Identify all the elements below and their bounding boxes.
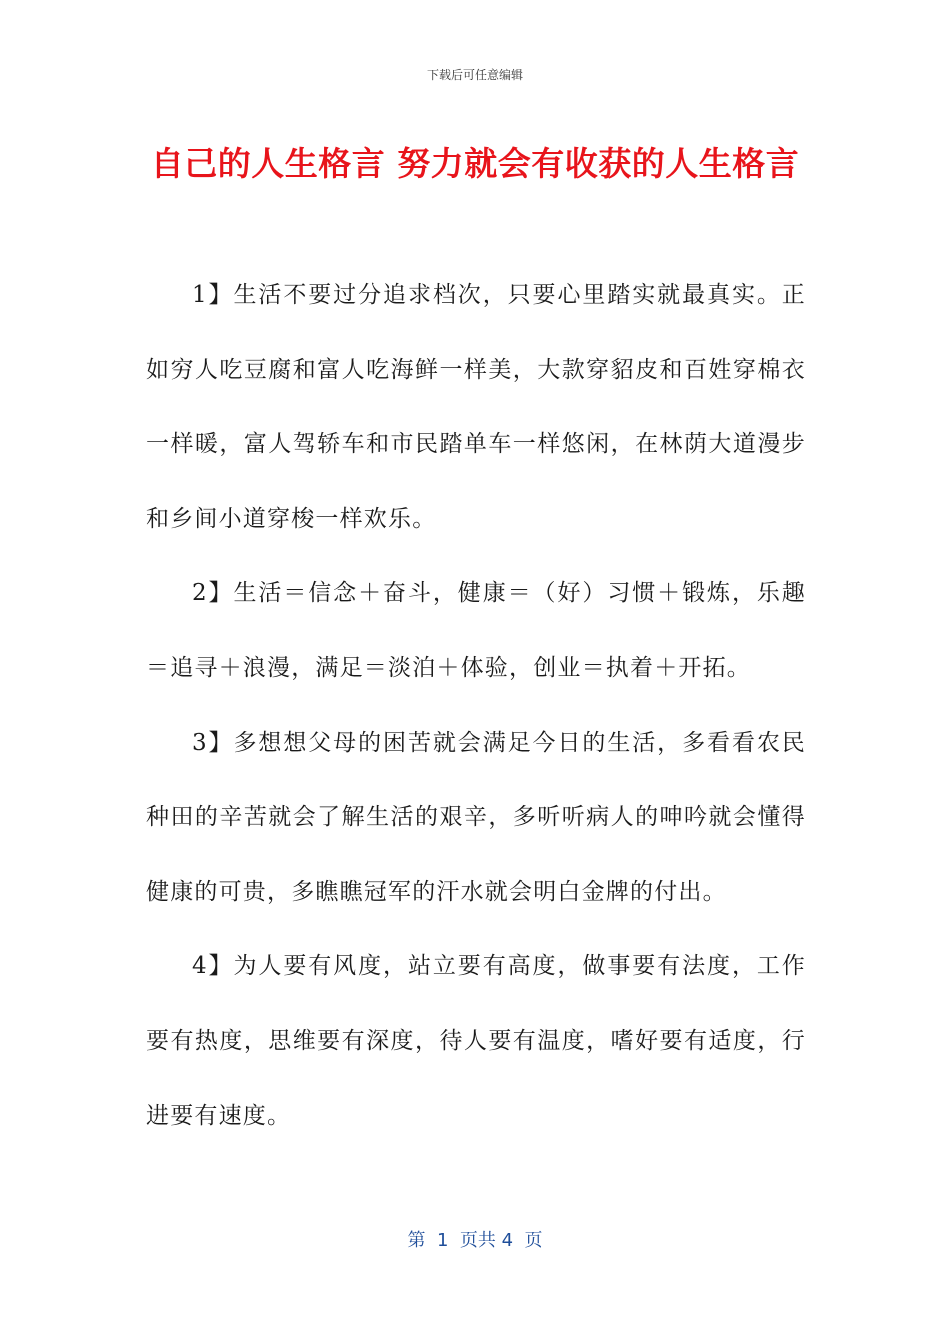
document-title: 自己的人生格言 努力就会有收获的人生格言 xyxy=(150,144,800,183)
header-note: 下载后可任意编辑 xyxy=(426,68,523,82)
paragraph-2: 2】生活＝信念＋奋斗，健康＝（好）习惯＋锻炼，乐趣＝追寻＋浪漫，满足＝淡泊＋体验，创业＝执着＋开拓。 xyxy=(146,580,806,681)
page-footer: 第 1 页共 4 页 xyxy=(407,1230,543,1251)
document-body xyxy=(146,258,806,1153)
paragraph-3: 3】多想想父母的困苦就会满足今日的生活，多看看农民种田的辛苦就会了解生活的艰辛，多听听病人的呻吟就会懂得健康的可贵，多瞧瞧冠军的汗水就会明白金牌的付出。 xyxy=(146,729,806,905)
paragraph-4: 4】为人要有风度，站立要有高度，做事要有法度，工作要有热度，思维要有深度，待人要有温度，嗜好要有适度，行进要有速度。 xyxy=(146,953,806,1129)
paragraph-1: 1】生活不要过分追求档次，只要心里踏实就最真实。正如穷人吃豆腐和富人吃海鲜一样美，大款穿貂皮和百姓穿棉衣一样暖，富人驾轿车和市民踏单车一样悠闲，在林荫大道漫步和乡间小道穿梭一样欢乐。 xyxy=(146,282,806,532)
